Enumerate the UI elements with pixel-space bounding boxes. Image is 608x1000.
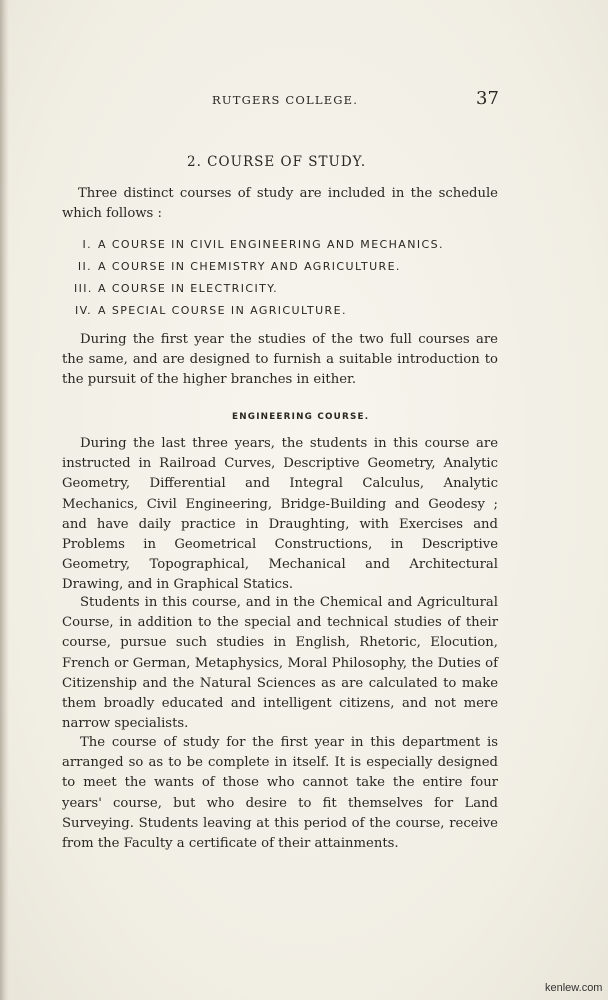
course-label: A COURSE IN CHEMISTRY AND AGRICULTURE. (98, 260, 401, 273)
course-list-item (74, 234, 444, 256)
course-list-item (74, 300, 444, 322)
intro-paragraph: Three distinct courses of study are included in the schedule which follows : (62, 186, 498, 222)
course-label: A COURSE IN ELECTRICITY. (98, 282, 278, 295)
engineering-paragraph-general-studies: Students in this course, and in the Chemical and Agricultural Course, in addition to the special and technical studies of their course, pursue such studies in English, Rhetoric, Elocution, French or German, Metaphysics, Moral Philosophy, the Duties of Citizenship and the Natural Sciences as are calculated to make them broadly educated and intelligent citizens, and not mere narrow specialists. (62, 595, 498, 732)
page-spine-shadow (0, 0, 9, 1000)
course-number: IV. (74, 304, 92, 317)
running-head: RUTGERS COLLEGE. (212, 93, 359, 107)
course-list-item (74, 256, 444, 278)
course-label: A COURSE IN CIVIL ENGINEERING AND MECHANICS. (98, 238, 444, 251)
course-number: III. (74, 282, 93, 295)
engineering-paragraph-first-year: The course of study for the first year in this department is arranged so as to be complete in itself. It is especially designed to meet the wants of those who cannot take the entire four years' course, but who desire to fit themselves for Land Surveying. Students leaving at this period of the course, receive from the Faculty a certificate of their attainments. (62, 735, 498, 852)
course-list (74, 234, 444, 322)
watermark: kenlew.com (545, 982, 603, 994)
first-year-paragraph: During the first year the studies of the two full courses are the same, and are designed to furnish a suitable introduction to the pursuit of the higher branches in either. (62, 332, 498, 388)
course-label: A SPECIAL COURSE IN AGRICULTURE. (98, 304, 347, 317)
engineering-paragraph-studies: During the last three years, the students in this course are instructed in Railroad Curves, Descriptive Geometry, Analytic Geometry, Differential and Integral Calculus, Analytic Mechanics, Civil Engineering, Bridge-Building and Geodesy ; and have daily practice in Draughting, with Exercises and Problems in Geometrical Constructions, in Descriptive Geometry, Topographical, Mechanical and Architectural Drawing, and in Graphical Statics. (62, 436, 498, 593)
course-number: II. (77, 260, 92, 273)
course-number: I. (82, 238, 92, 251)
engineering-course-heading: ENGINEERING COURSE. (232, 412, 370, 422)
section-title: 2. COURSE OF STUDY. (187, 154, 367, 170)
page-number: 37 (476, 88, 499, 109)
course-list-item (74, 278, 444, 300)
